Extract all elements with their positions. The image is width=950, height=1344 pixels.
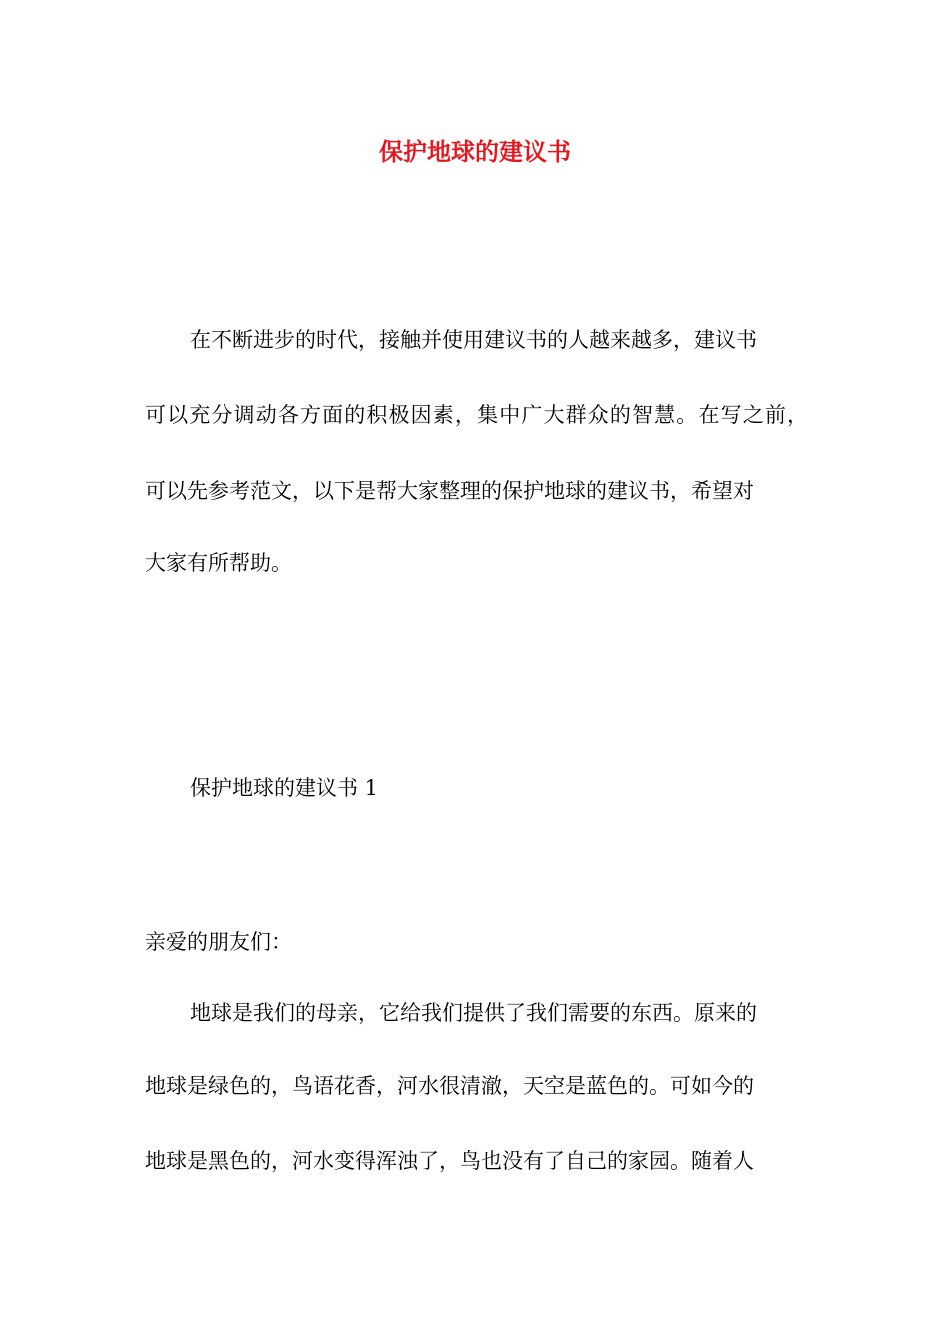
body-paragraph-line: 地球是黑色的，河水变得浑浊了，鸟也没有了自己的家园。随着人	[145, 1149, 754, 1173]
section-heading: 保护地球的建议书 1	[190, 776, 379, 800]
intro-paragraph-line: 大家有所帮助。	[145, 551, 292, 575]
body-paragraph-line: 地球是我们的母亲，它给我们提供了我们需要的东西。原来的	[190, 1001, 757, 1025]
intro-paragraph-line: 可以先参考范文，以下是帮大家整理的保护地球的建议书，希望对	[145, 479, 754, 503]
body-paragraph-line: 地球是绿色的，鸟语花香，河水很清澈，天空是蓝色的。可如今的	[145, 1074, 754, 1098]
intro-paragraph-line: 在不断进步的时代，接触并使用建议书的人越来越多，建议书	[190, 328, 757, 352]
document-title: 保护地球的建议书	[379, 137, 571, 166]
intro-paragraph-line: 可以充分调动各方面的积极因素，集中广大群众的智慧。在写之前，	[145, 403, 808, 427]
salutation: 亲爱的朋友们：	[145, 930, 292, 954]
